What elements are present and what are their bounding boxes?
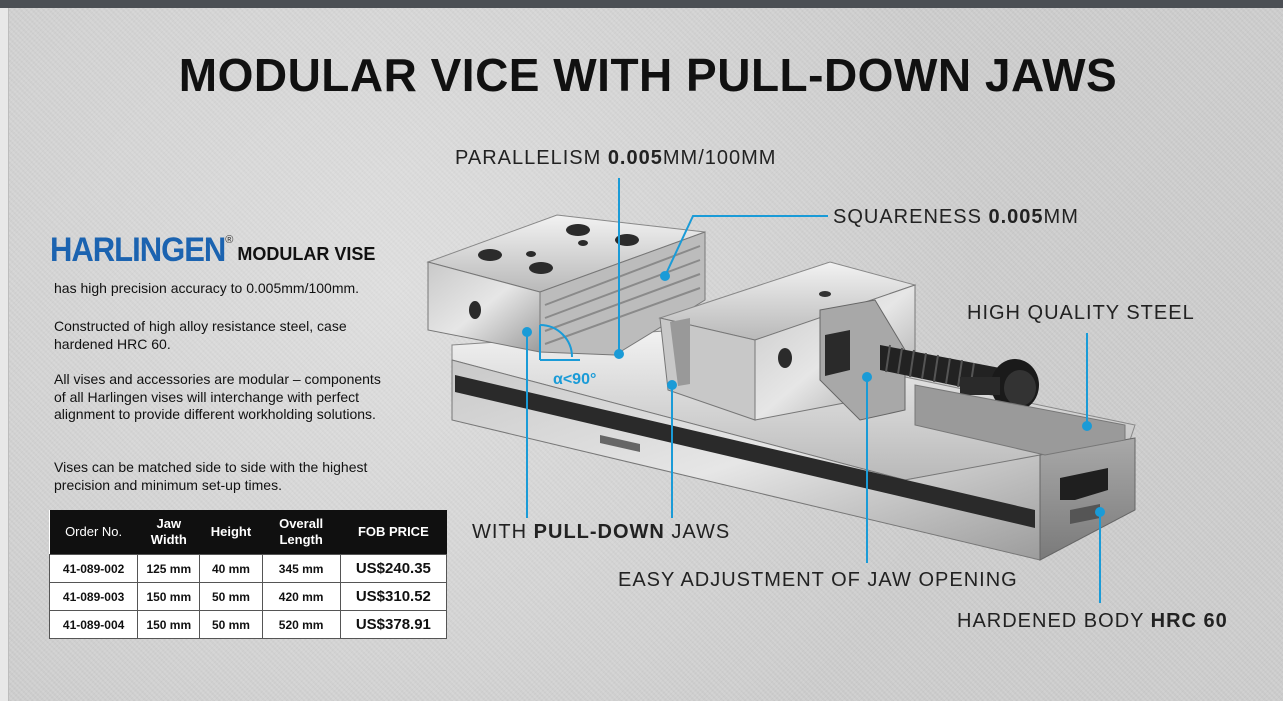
jaw-width-cell: 150 mm [138, 611, 200, 639]
squareness-label: SQUARENESS [833, 206, 989, 228]
col-jaw-width: Jaw Width [138, 510, 200, 555]
harlingen-logo: HARLINGEN [50, 229, 226, 270]
description-paragraph-4: Vises can be matched side to side with the highest precision and minimum set-up times. [54, 459, 368, 493]
col-overall-length: Overall Length [262, 510, 340, 555]
height-cell: 50 mm [200, 611, 262, 639]
pulldown-post: JAWS [664, 521, 731, 543]
adjustment-label: EASY ADJUSTMENT OF JAW OPENING [618, 569, 1018, 591]
callout-pulldown [472, 521, 730, 544]
order-no-cell: 41-089-004 [50, 611, 138, 639]
height-cell: 50 mm [200, 583, 262, 611]
parallelism-label: PARALLELISM [455, 147, 608, 169]
price-cell: US$378.91 [340, 611, 446, 639]
parallelism-value: 0.005 [607, 147, 663, 169]
callout-hardened [957, 610, 1228, 633]
description-paragraph-3: All vises and accessories are modular – components of all Harlingen vises will interchange with perfect alignment to provide different workholding solutions. [54, 371, 381, 422]
length-cell: 345 mm [262, 555, 340, 583]
length-cell: 420 mm [262, 583, 340, 611]
col-height: Height [200, 510, 262, 555]
price-cell: US$310.52 [340, 583, 446, 611]
price-cell: US$240.35 [340, 555, 446, 583]
wedge-window [825, 330, 850, 376]
order-no-cell: 41-089-003 [50, 583, 138, 611]
col-fob-price: FOB PRICE [340, 510, 446, 555]
description-paragraph-2: Constructed of high alloy resistance steel, case hardened HRC 60. [54, 318, 347, 352]
product-name: MODULAR VISE [237, 244, 376, 264]
angle-label: α<90° [553, 371, 597, 388]
jaw-width-cell: 150 mm [138, 583, 200, 611]
length-cell: 520 mm [262, 611, 340, 639]
height-cell: 40 mm [200, 555, 262, 583]
callout-parallelism [455, 147, 776, 170]
squareness-value: 0.005 [988, 206, 1044, 228]
order-no-cell: 41-089-002 [50, 555, 138, 583]
callout-adjustment [618, 569, 1018, 592]
moving-jaw-hole [778, 348, 792, 368]
pulldown-pre: WITH [472, 521, 534, 543]
moving-jaw-top-hole [819, 291, 831, 297]
page-title: MODULAR VICE WITH PULL-DOWN JAWS [178, 49, 1118, 101]
callout-steel [967, 302, 1195, 325]
hardened-label: HARDENED BODY [957, 610, 1151, 632]
vice-base-end [1040, 438, 1135, 560]
pulldown-bold: PULL-DOWN [533, 521, 665, 543]
squareness-unit: MM [1043, 206, 1079, 228]
col-order-no: Order No. [50, 510, 138, 555]
hardened-value: HRC 60 [1150, 610, 1228, 632]
steel-label: HIGH QUALITY STEEL [967, 302, 1195, 324]
callout-squareness [833, 206, 1079, 229]
description-paragraph-1: has high precision accuracy to 0.005mm/100mm. [54, 280, 360, 296]
parallelism-unit: MM/100MM [662, 147, 777, 169]
jaw-width-cell: 125 mm [138, 555, 200, 583]
registered-mark: ® [225, 234, 234, 246]
